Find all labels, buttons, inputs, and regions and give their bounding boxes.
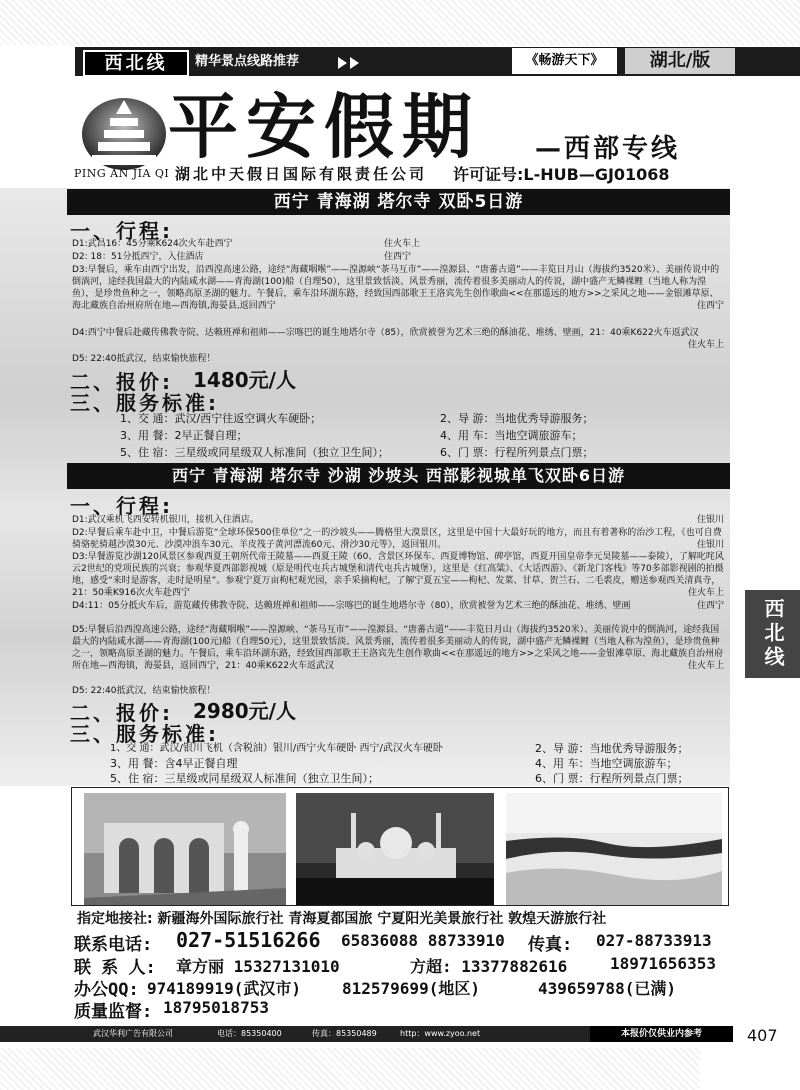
qq-wuhan: 974189919(武汉市) — [147, 979, 301, 998]
trip1-day-2 — [72, 251, 724, 263]
page-number: 407 — [747, 1026, 778, 1045]
day-text: D2:早餐后乘车赴中卫，中餐后游览“全球环保500佳单位”之一的沙坡头——腾格里大漠景区，这里是中国十大最好玩的地方，而且有着著称的治沙工程，《也可自费骑骆驼骑越沙漠30元、沙漠冲浪车30元、羊皮筏子黄河漂流60元、滑沙30元等》，返回银川。 — [72, 528, 722, 550]
trip1-day-1 — [72, 238, 724, 250]
trip1-service-3: 3、用 餐：2早正餐自理； — [120, 429, 248, 442]
supervise-label: 质量监督: — [74, 1002, 153, 1022]
magazine-name: 《畅游天下》 — [512, 48, 617, 74]
day-text: D3:早餐游览沙湖120风景区参观西夏王朝所代帝王陵墓——西夏王陵（60、含景区环保车、西夏博物馆、碑亭馆，西夏开国皇帝李元昊陵墓——泰陵），了解叱咤风云2世纪的党项民族的兴衰；参观华夏西部影视城（原是明代屯兵古城堡和清代屯兵古城堡），这里是《红高粱》、《大话西游》、《新龙门客栈》等70多部影视剧的拍摄地，感受“来时是游客，走时是明星”。参观宁夏万亩枸杞观光园，亲手采摘枸杞，了解宁夏五宝——枸杞、发菜、甘草、贺兰石、二毛裘皮，赠送参观西关清真寺，21：50乘K916次火车赴西宁 — [72, 552, 724, 598]
printer-name: 武汉华利广告有限公司 — [93, 1029, 173, 1038]
day-stay: 住银川 — [696, 540, 724, 550]
day-text: D1:武昌16：45分乘K624次火车赴西宁 — [72, 239, 233, 249]
trip2-day-1 — [72, 514, 724, 526]
local-agents: 指定地接社: 新疆海外国际旅行社 青海夏都国旅 宁夏阳光美景旅行社 敦煌天游旅行社 — [77, 911, 607, 927]
bottom-pattern-band — [0, 1048, 700, 1090]
disclaimer: 本报价仅供业内参考 — [590, 1026, 733, 1042]
trip2-day-5 — [72, 624, 724, 684]
photo-mosque-domes — [296, 793, 494, 905]
photo-desert-river — [506, 793, 722, 905]
trip1-day-3 — [72, 264, 724, 324]
brand-subtitle: —西部专线 — [535, 134, 681, 164]
trip2-day-6 — [72, 685, 724, 697]
route-tag-subtitle: 精华景点线路推荐 — [195, 54, 300, 69]
day-text: D5: 22:40抵武汉，结束愉快旅程！ — [72, 354, 216, 364]
day-text: D4:11：05分抵火车后，游览藏传佛教寺院、达赖班禅和祖师——宗喀巴的诞生地塔尔寺（80），欣赏被誉为艺术三绝的酥油花、堆绣、壁画 — [72, 601, 631, 611]
trip2-service-3: 3、用 餐：含4早正餐自理 — [110, 757, 238, 770]
qq-label: 办公QQ: — [74, 980, 139, 1000]
top-pattern-band — [0, 0, 800, 45]
pagoda-logo-icon — [80, 92, 168, 172]
trip1-service-4: 4、用 车：当地空调旅游车； — [440, 429, 583, 442]
day-stay: 住银川 — [696, 515, 724, 525]
trip2-price-heading: 二、报价: — [70, 701, 173, 725]
trip1-price-heading: 二、报价: — [70, 370, 173, 394]
edition-label: 湖北/版 — [625, 48, 735, 74]
trip1-price: 1480元/人 — [193, 368, 296, 392]
phone-main: 027-51516266 — [176, 928, 321, 952]
phone-others: 65836088 88733910 — [341, 931, 505, 950]
trip1-day-5 — [72, 353, 724, 365]
trip2-day-2 — [72, 527, 724, 551]
trip2-title: 西宁 青海湖 塔尔寺 沙湖 沙坡头 西部影视城单飞双卧6日游 — [67, 463, 730, 489]
trip1-title: 西宁 青海湖 塔尔寺 双卧5日游 — [67, 189, 730, 215]
arrow-icon — [350, 57, 359, 69]
trip1-service-5: 5、住 宿：三星级或同星级双人标准间（独立卫生间）； — [120, 446, 389, 459]
trip2-service-1: 1、交 通：武汉/银川飞机（含税油）银川/西宁火车硬卧 西宁/武汉火车硬卧 — [110, 743, 443, 754]
trip2-service-2: 2、导 游：当地优秀导游服务； — [535, 742, 689, 755]
photo-mosque-arcade — [84, 793, 286, 905]
contact-person-2: 方超: 13377882616 — [410, 957, 568, 976]
printer-tel: 电话：85350400 — [217, 1029, 282, 1038]
trip1-service-1: 1、交 通：武汉/西宁往返空调火车硬卧； — [120, 412, 322, 425]
trip2-service-4: 4、用 车：当地空调旅游车； — [535, 757, 678, 770]
day-stay: 住火车上 — [687, 340, 724, 350]
trip2-day-4 — [72, 600, 724, 624]
route-tag: 西北线 — [83, 50, 189, 77]
region-side-tab: 西北线 — [745, 590, 800, 678]
qq-full: 439659788(已满) — [538, 979, 676, 998]
day-stay: 住西宁 — [696, 301, 724, 311]
contact-person-2-alt: 18971656353 — [610, 954, 716, 973]
day-stay: 住火车上 — [687, 588, 724, 598]
day-text: D1:武汉乘机飞西安转机银川，接机入住酒店。 — [72, 515, 259, 525]
brand-title: 平安假期 — [168, 85, 480, 168]
printer-url: http：www.zyoo.net — [400, 1029, 481, 1038]
trip2-service-6: 6、门 票：行程所列景点门票； — [535, 772, 689, 785]
company-name: 湖北中天假日国际有限责任公司 — [175, 165, 428, 183]
supervise-number: 18795018753 — [163, 998, 269, 1017]
phone-label: 联系电话: — [74, 935, 153, 955]
trip1-service-2: 2、导 游：当地优秀导游服务； — [440, 412, 594, 425]
trip1-service-6: 6、门 票：行程所列景点门票； — [440, 446, 594, 459]
day-text: D2: 18：51分抵西宁，入住酒店 — [72, 252, 204, 262]
arrow-icon — [338, 57, 347, 69]
fax-number: 027-88733913 — [596, 931, 712, 950]
day-text: D4:西宁中餐后赴藏传佛教寺院、达赖班禅和祖师——宗喀巴的诞生地塔尔寺（85），欣赏被誉为艺术三绝的酥油花、堆绣、壁画，21：40乘K622火车返武汉 — [72, 328, 699, 338]
trip2-day-3 — [72, 551, 724, 599]
day-stay: 住火车上 — [384, 239, 421, 249]
day-text: D5: 22:40抵武汉，结束愉快旅程！ — [72, 686, 216, 696]
qq-region: 812579699(地区) — [342, 979, 480, 998]
trip2-price: 2980元/人 — [193, 699, 296, 723]
trip2-itinerary-heading: 一、行程: — [70, 494, 173, 518]
printer-fax: 传真：85350489 — [312, 1029, 377, 1038]
trip2-service-5: 5、住 宿：三星级或同星级双人标准间（独立卫生间）； — [110, 772, 379, 785]
contact-person-1: 章方丽 15327131010 — [176, 957, 340, 976]
trip1-service-heading: 三、服务标准: — [70, 391, 219, 415]
day-stay: 住火车上 — [687, 661, 724, 671]
day-text: D5:早餐后沿西湟高速公路，途经“海藏咽喉”——湟源峡、“茶马互市”——湟源县、“唐蕃古道”——丰览日月山（海拔约3520米）、美丽传说中的倒淌河，途经我国最大的内陆咸水湖——青海湖(100元)船（自理50元），这里景致恬淡、风景秀丽，流传着很多美丽动人的传说，湖中盛产无鳞裸鲤（当地人称为湟鱼），是珍贵鱼种之一，领略高原圣湖的魅力。午餐后，乘车沿环湖东路，经致国西部歌王王洛宾先生创作歌曲<<在那遥远的地方>>之采风之地——金银滩草原、海北藏族自治州府所在地—西海镇，海晏县，返回西宁，21：40乘K622火车返武汉 — [72, 625, 724, 671]
day-text: D3:早餐后，乘车由西宁出发，沿西湟高速公路，途经“海藏咽喉”——湟源峡“茶马互市”——湟源县、“唐蕃古道”——丰览日月山（海拔约3520米）、美丽传说中的倒淌河，途经我国最大的内陆咸水湖——青海湖(100)船（自理50），这里景致恬淡、风景秀丽，流传着很多美丽动人的传说，湖中盛产无鳞裸鲤（当地人称为湟鱼），是珍贵鱼种之一，领略高原圣湖的魅力。午餐后，乘车沿环湖东路，经致国西部歌王王洛宾先生创作歌曲<<在那遥远的地方>>之采风之地——金银滩草原、海北藏族自治州府所在地—西海镇,海晏县,返回西宁 — [72, 265, 720, 311]
trip2-service-heading: 三、服务标准: — [70, 722, 219, 746]
day-stay: 住西宁 — [696, 601, 724, 611]
day-stay: 住西宁 — [384, 252, 412, 262]
contact-person-label: 联 系 人: — [74, 958, 156, 978]
license-number: 许可证号:L-HUB—GJ01068 — [453, 165, 670, 184]
brand-pinyin: PING AN JIA QI — [74, 167, 170, 180]
trip1-itinerary-heading: 一、行程: — [70, 219, 173, 243]
fax-label: 传真: — [528, 935, 573, 955]
